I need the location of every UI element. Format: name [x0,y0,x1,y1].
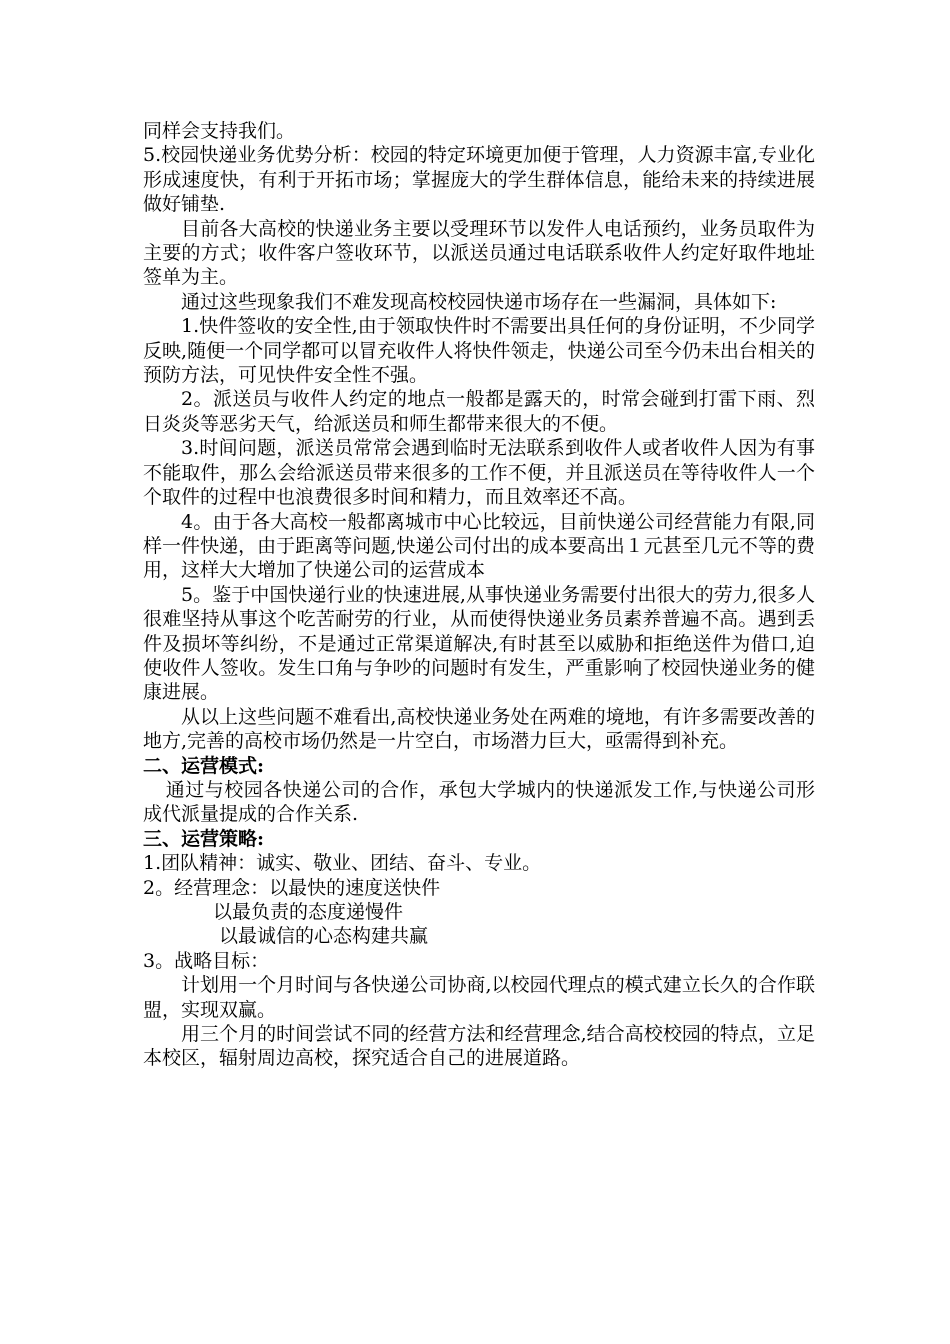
slogan-line-3: 以最诚信的心态构建共赢 [219,925,429,948]
paragraph-goal-1: 计划用一个月时间与各快递公司协商,以校园代理点的模式建立长久的合作联盟，实现双赢。 [143,974,815,1021]
paragraph-issue-3: 3.时间问题，派送员常常会遇到临时无法联系到收件人或者收件人因为有事不能取件，那么会给派送员带来很多的工作不便，并且派送员在等待收件人一个个取件的过程中也浪费很多时间和精力，而且效率还不高。 [143,437,815,509]
document-page [143,119,815,1071]
paragraph-conclusion: 从以上这些问题不难看出,高校快递业务处在两难的境地，有许多需要改善的地方,完善的高校市场仍然是一片空白，市场潜力巨大，亟需得到补充。 [143,705,815,753]
paragraph-issue-2: 2。派送员与收件人约定的地点一般都是露天的，时常会碰到打雷下雨、烈日炎炎等恶劣天气，给派送员和师生都带来很大的不便。 [143,388,815,435]
paragraph-advantage-analysis: 5.校园快递业务优势分析：校园的特定环境更加便于管理，人力资源丰富,专业化形成速度快，有利于开拓市场；掌握庞大的学生群体信息，能给未来的持续进展做好铺垫. [143,144,815,216]
paragraph-issue-1: 1.快件签收的安全性,由于领取快件时不需要出具任何的身份证明，不少同学反映,随便一个同学都可以冒充收件人将快件领走，快递公司至今仍未出台相关的预防方法，可见快件安全性不强。 [143,315,815,387]
paragraph-loopholes-intro: 通过这些现象我们不难发现高校校园快递市场存在一些漏洞，具体如下: [181,290,777,313]
slogan-line-2: 以最负责的态度递慢件 [213,901,404,923]
paragraph-strategic-goals: 3。战略目标： [143,949,270,972]
heading-operation-mode: 二、运营模式: [143,754,265,777]
paragraph-continuation: 同样会支持我们。 [143,120,296,142]
paragraph-team-spirit: 1.团队精神：诚实、敬业、团结、奋斗、专业。 [143,852,542,875]
paragraph-issue-5: 5。鉴于中国快递行业的快速进展,从事快递业务需要付出很大的劳力,很多人很难坚持从事这个吃苦耐劳的行业，从而使得快递业务员素养普遍不高。遇到丢件及损坏等纠纷，不是通过正常渠道解决,有时甚至以威胁和拒绝送件为借口,迫使收件人签收。发生口角与争吵的问题时有发生，严重影响了校园快递业务的健康进展。 [143,583,815,704]
paragraph-current-business: 目前各大高校的快递业务主要以受理环节以发件人电话预约，业务员取件为主要的方式；收件客户签收环节，以派送员通过电话联系收件人约定好取件地址签单为主。 [143,217,815,289]
paragraph-business-philosophy: 2。经营理念：以最快的速度送快件 [143,876,441,899]
paragraph-goal-2: 用三个月的时间尝试不同的经营方法和经营理念,结合高校校园的特点，立足本校区，辐射周边高校，探究适合自己的进展道路。 [143,1023,815,1070]
paragraph-operation-mode: 通过与校园各快递公司的合作，承包大学城内的快递派发工作,与快递公司形成代派量提成的合作关系. [143,778,815,826]
paragraph-issue-4: 4。由于各大高校一般都离城市中心比较远，目前快递公司经营能力有限,同样一件快递，由于距离等问题,快递公司付出的成本要高出１元甚至几元不等的费用，这样大大增加了快递公司的运营成本 [143,510,815,582]
heading-operation-strategy: 三、运营策略: [143,827,265,850]
